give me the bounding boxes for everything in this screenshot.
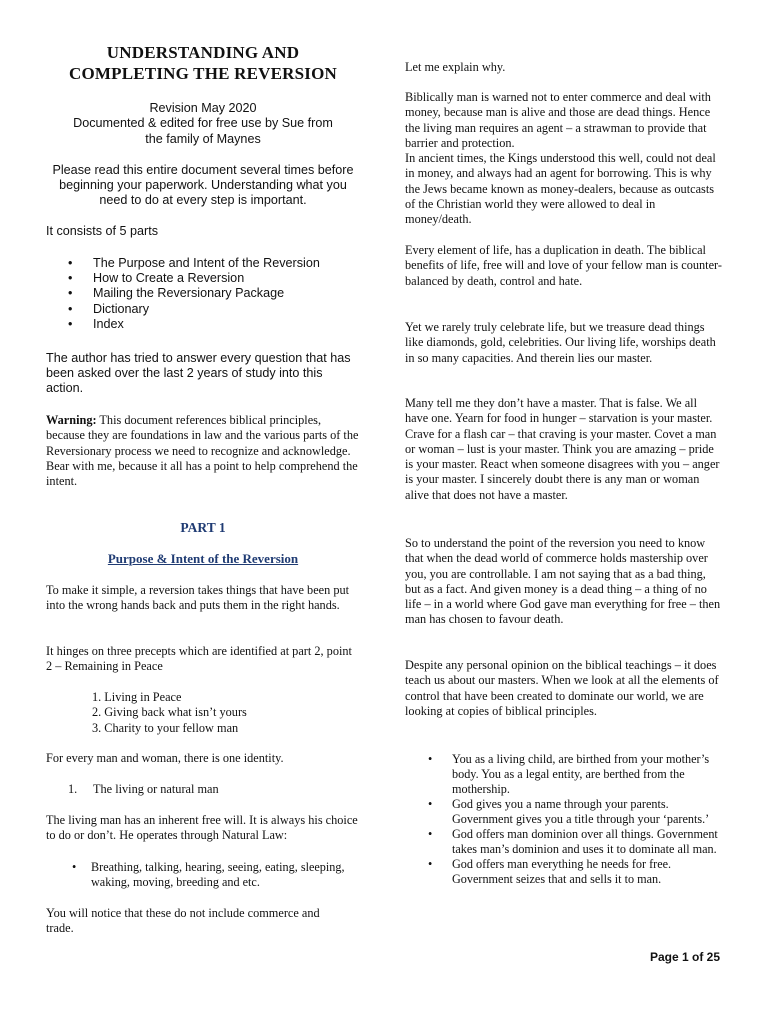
title-line-2: COMPLETING THE REVERSION <box>68 64 338 83</box>
title-line-1: UNDERSTANDING AND <box>106 43 300 62</box>
documented-by-line-2: the family of Maynes <box>145 131 261 146</box>
list-item: 1. Living in Peace <box>92 690 182 704</box>
parts-intro: It consists of 5 parts <box>46 224 158 238</box>
item-number: 1. <box>68 782 78 796</box>
warning-paragraph <box>46 413 360 489</box>
biblical-paragraph: Biblically man is warned not to enter commerce and deal with money, because man is alive and those are dead things. Hence the living man requires an agent – a strawman to provide that barrier and protection. <box>405 90 711 150</box>
understand-paragraph: So to understand the point of the reversion you need to know that when the dead world of commerce holds mastership over you, you are controllable. I am not saying that as a bad thing, but as a fact. And given money is a dead thing – a thing of no life – in a world where God gave man everything for free – then man has chosen to favour death. <box>405 536 721 627</box>
list-item: • You as a living child, are birthed from your mother’s body. You as a legal entity, are berthed from the mothership. <box>405 752 721 797</box>
part-heading: PART 1 <box>180 520 226 535</box>
living-man-paragraph: The living man has an inherent free will. It is always his choice to do or don’t. He operates through Natural Law: <box>46 813 358 843</box>
despite-paragraph: Despite any personal opinion on the biblical teachings – it does teach us about our masters. When we look at all the elements of control that have been created to dominate our world, we are looking at copies of biblical principles. <box>405 658 719 718</box>
page-number: Page 1 of 25 <box>649 950 720 964</box>
duplication-paragraph: Every element of life, has a duplication in death. The biblical benefits of life, free will and love of your fellow man is counter-balanced by death, control and hate. <box>405 243 722 288</box>
control-copies-list <box>405 752 721 887</box>
list-item: • Mailing the Reversionary Package <box>46 286 360 301</box>
list-item: • The Purpose and Intent of the Reversion <box>46 256 360 271</box>
list-item: 2. Giving back what isn’t yours <box>92 705 247 720</box>
documented-by-line-1: Documented & edited for free use by Sue from <box>73 116 333 131</box>
list-item: • How to Create a Reversion <box>46 271 360 286</box>
precepts-list <box>46 690 360 736</box>
reversion-definition: To make it simple, a reversion takes things that have been put into the wrong hands back and puts them in the right hands. <box>46 583 350 613</box>
list-item: • God offers man everything he needs for free. Government seizes that and sells it to man. <box>405 857 721 887</box>
warning-text: This document references biblical principles, because they are foundations in law and the various parts of the Reversionary process we need to recognize and acknowledge. Bear with me, because it all has a point to help comprehend the intent. <box>46 413 359 489</box>
list-item: • God offers man dominion over all things. Government takes man’s dominion and uses it to dominate all man. <box>405 827 721 857</box>
revision-date: Revision May 2020 <box>149 101 257 115</box>
list-item: 3. Charity to your fellow man <box>92 720 239 735</box>
explain-line: Let me explain why. <box>405 60 506 74</box>
natural-law-list <box>46 860 360 890</box>
document-title <box>46 42 360 84</box>
please-read-paragraph: Please read this entire document several times before beginning your paperwork. Understanding what you need to do at every step is important. <box>52 163 354 208</box>
revision-block <box>46 101 360 147</box>
list-item: • God gives you a name through your parents. Government gives you a title through your ‘parents.’ <box>405 797 721 827</box>
item-text: The living or natural man <box>93 782 219 796</box>
author-paragraph: The author has tried to answer every question that has been asked over the last 2 years of study into this action. <box>46 351 351 396</box>
celebrate-paragraph: Yet we rarely truly celebrate life, but we treasure dead things like diamonds, gold, celebrities. Our living life, worships death in so many capacities. And therein lies our master. <box>405 320 716 365</box>
list-item: • Breathing, talking, hearing, seeing, eating, sleeping, waking, moving, breeding and etc. <box>46 860 360 890</box>
parts-list <box>46 256 360 332</box>
precepts-intro: It hinges on three precepts which are identified at part 2, point 2 – Remaining in Peace <box>46 644 352 674</box>
identity-paragraph: For every man and woman, there is one identity. <box>46 751 284 765</box>
warning-label: Warning: <box>46 413 97 427</box>
part-subheading: Purpose & Intent of the Reversion <box>107 551 299 566</box>
master-paragraph: Many tell me they don’t have a master. That is false. We all have one. Yearn for food in hunger – starvation is your master. Crave for a flash car – that craving is your master. Covet a man or woman – lust is your master. Think you are amazing – pride is your master. React when someone disagrees with you – anger is your master. I sincerely doubt there is any man or woman alive that does not have a master. <box>405 396 720 502</box>
commerce-note: You will notice that these do not include commerce and trade. <box>46 906 320 936</box>
list-item: • Dictionary <box>46 302 360 317</box>
list-item: • Index <box>46 317 360 332</box>
kings-paragraph: In ancient times, the Kings understood this well, could not deal in money, and always had an agent for borrowing. This is why the Jews became known as money-dealers, because as outcasts of the Christian world they were allowed to deal in money/death. <box>405 151 716 227</box>
